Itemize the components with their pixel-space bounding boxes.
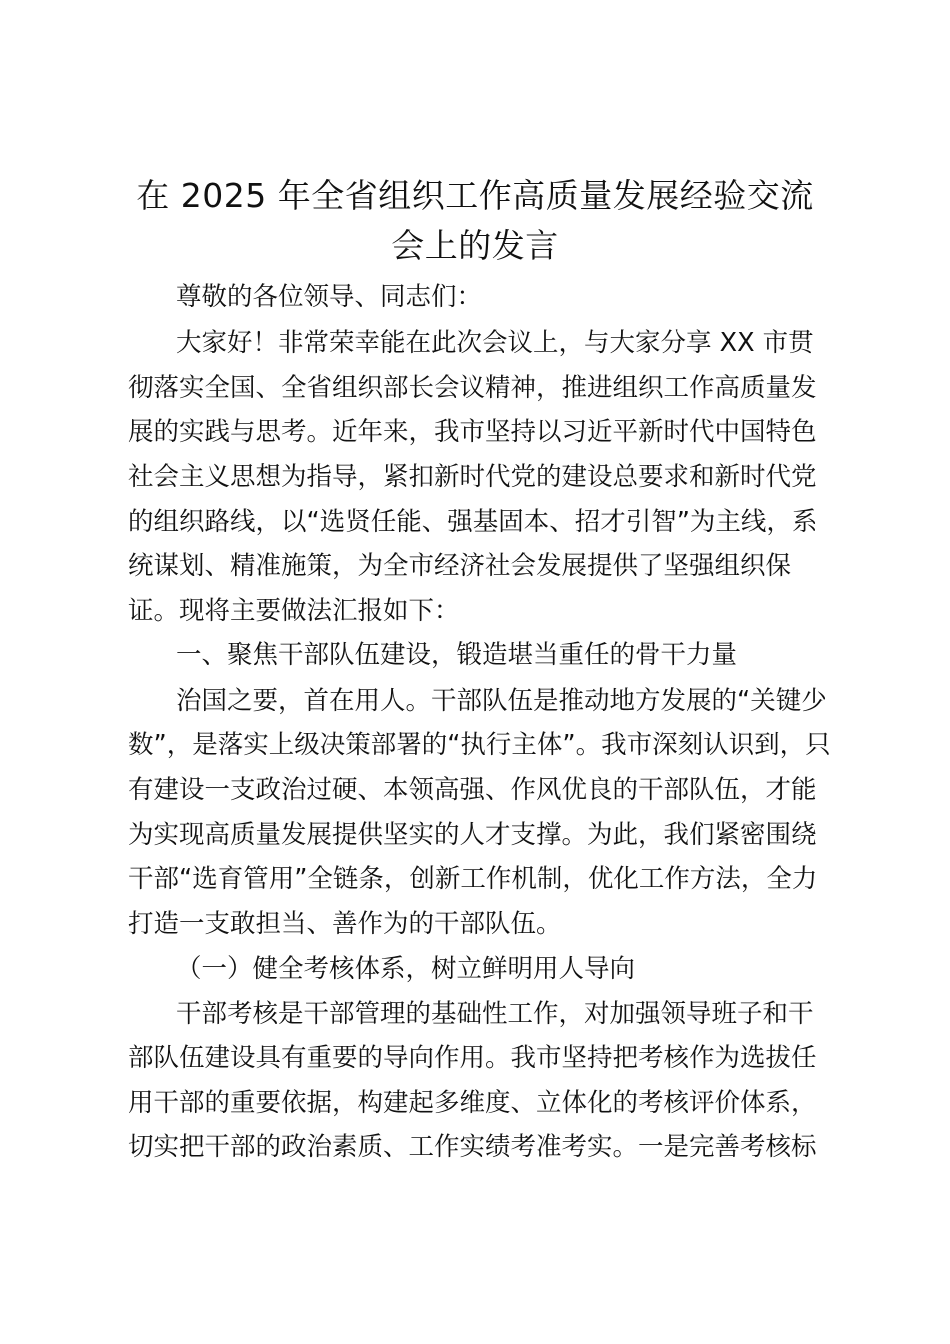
paragraph-line: 展的实践与思考。近年来，我市坚持以习近平新时代中国特色 [128,417,817,447]
speech-title-line-1: 在 2025 年全省组织工作高质量发展经验交流 [136,176,814,215]
paragraph-line: 社会主义思想为指导，紧扣新时代党的建设总要求和新时代党 [128,462,817,492]
paragraph-line: 为实现高质量发展提供坚实的人才支撑。为此，我们紧密围绕 [128,820,817,850]
paragraph-line: 干部“选育管用”全链条，创新工作机制，优化工作方法，全力 [128,864,818,894]
paragraph-line: 数”，是落实上级决策部署的“执行主体”。我市深刻认识到，只 [128,730,831,760]
paragraph-line: 干部考核是干部管理的基础性工作，对加强领导班子和干 [176,999,814,1029]
subsection-heading: （一）健全考核体系，树立鲜明用人导向 [176,954,636,984]
paragraph-line: 治国之要，首在用人。干部队伍是推动地方发展的“关键少 [176,686,827,716]
paragraph-line: 切实把干部的政治素质、工作实绩考准考实。一是完善考核标 [128,1132,817,1162]
paragraph-line: 大家好！非常荣幸能在此次会议上，与大家分享 XX 市贯 [176,328,814,358]
paragraph-line: 有建设一支政治过硬、本领高强、作风优良的干部队伍，才能 [128,775,817,805]
speech-title-line-2: 会上的发言 [391,226,559,265]
paragraph-line: 用干部的重要依据，构建起多维度、立体化的考核评价体系， [128,1088,817,1118]
paragraph-line: 彻落实全国、全省组织部长会议精神，推进组织工作高质量发 [128,373,817,403]
paragraph-line: 统谋划、精准施策，为全市经济社会发展提供了坚强组织保 [128,551,792,581]
section-heading: 一、聚焦干部队伍建设，锻造堪当重任的骨干力量 [176,640,738,670]
paragraph-line: 证。现将主要做法汇报如下： [128,596,460,626]
paragraph-line: 部队伍建设具有重要的导向作用。我市坚持把考核作为选拔任 [128,1043,817,1073]
paragraph-line: 的组织路线，以“选贤任能、强基固本、招才引智”为主线，系 [128,507,818,537]
paragraph-line: 打造一支敢担当、善作为的干部队伍。 [128,909,562,939]
salutation: 尊敬的各位领导、同志们： [176,282,483,312]
